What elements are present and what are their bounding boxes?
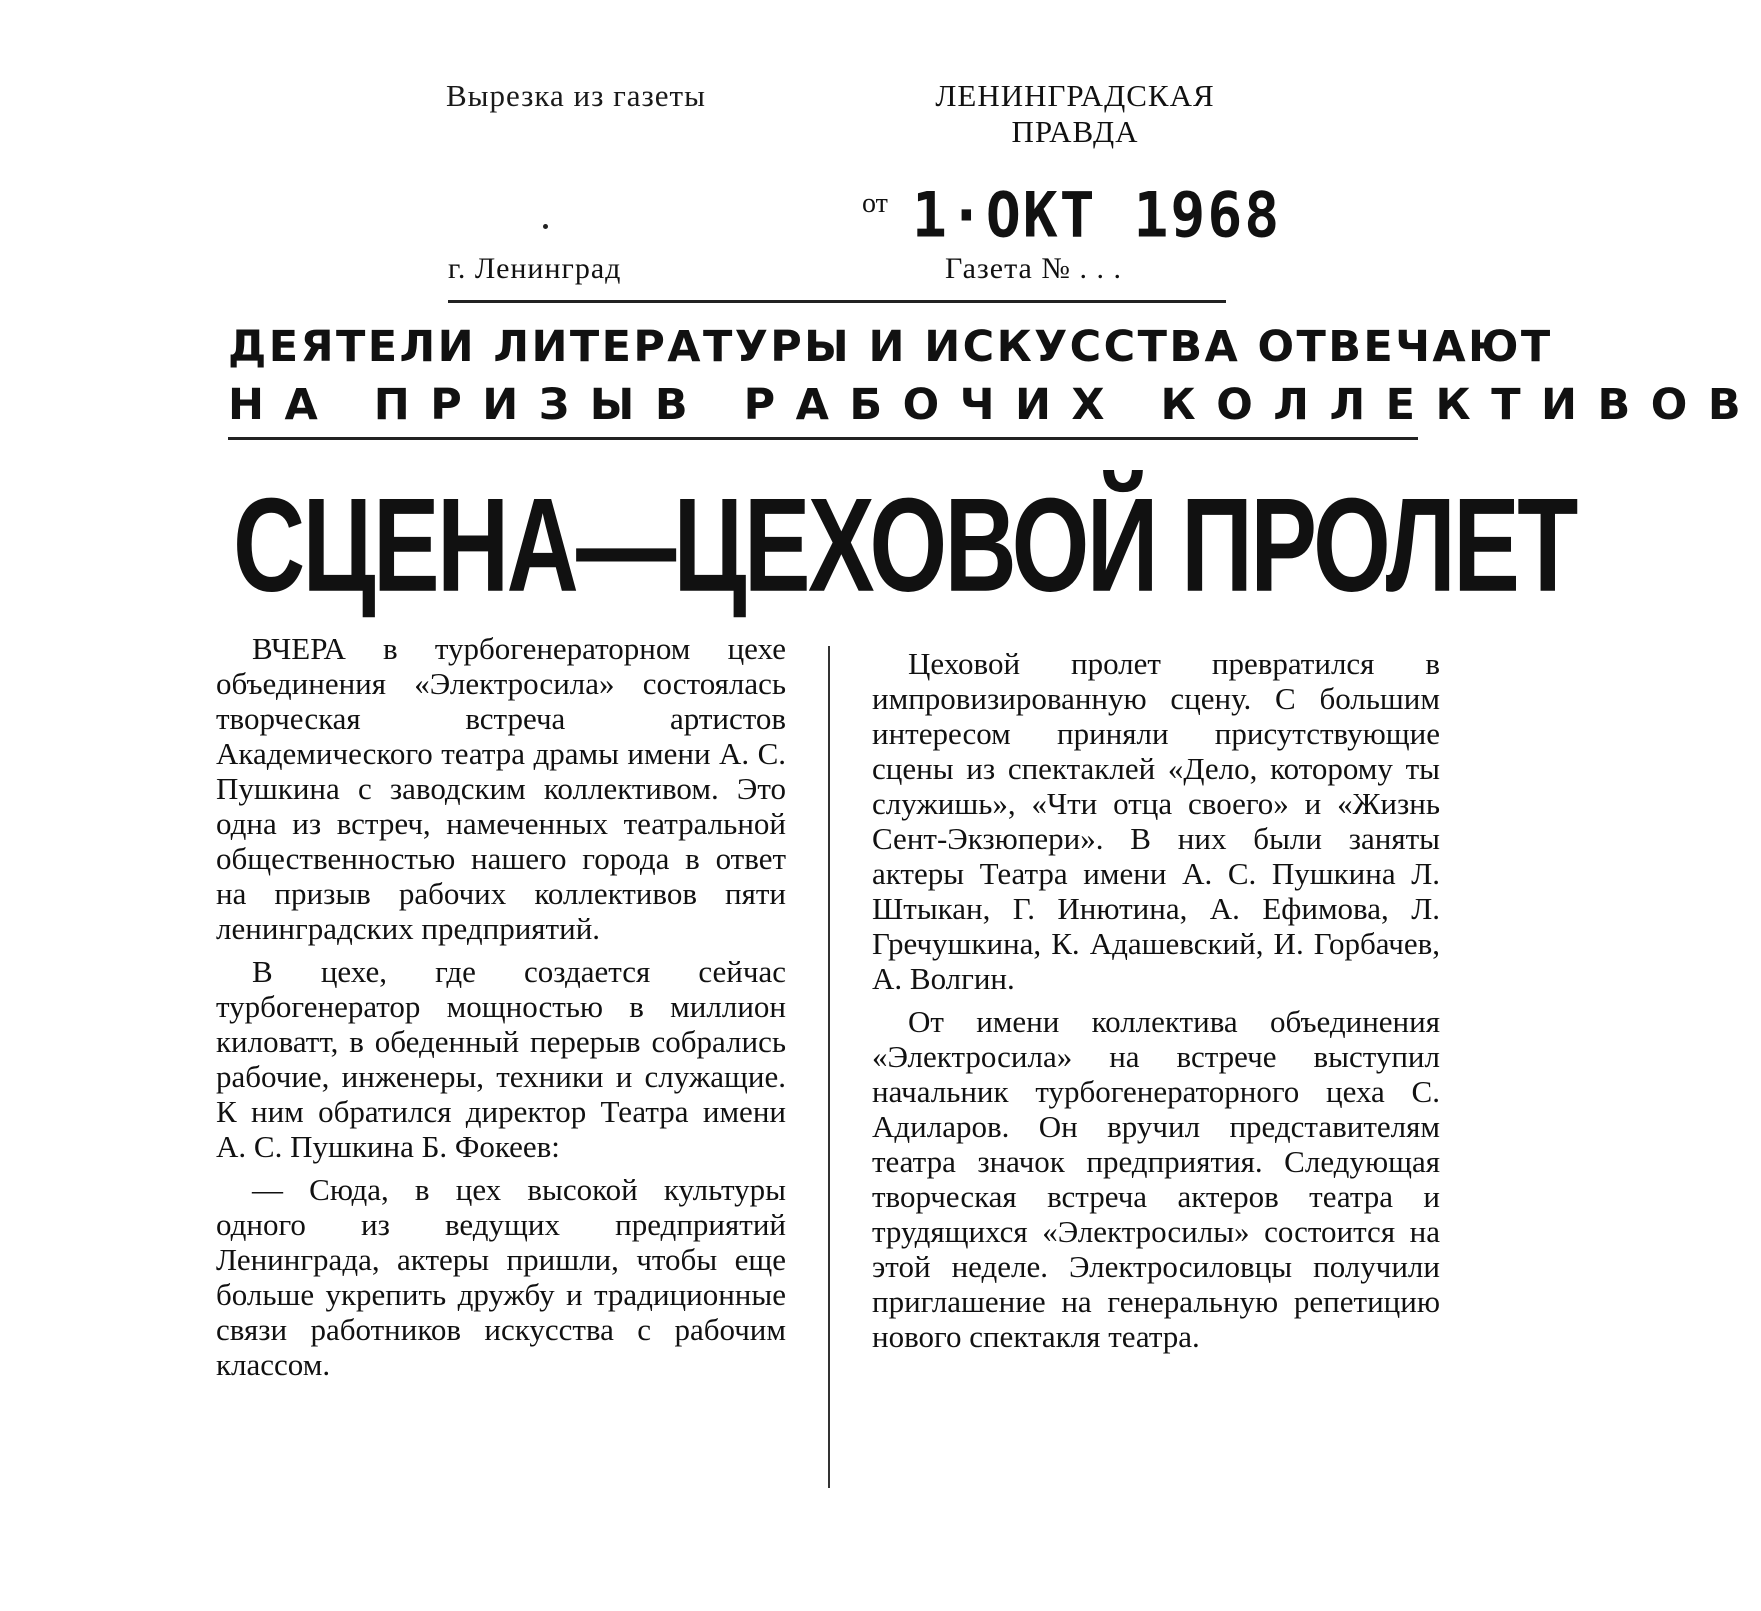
header-rule — [448, 300, 1226, 303]
clip-label: Вырезка из газеты — [446, 78, 706, 113]
newspaper-number: Газета № . . . — [945, 252, 1122, 285]
newspaper-name-line1: ЛЕНИНГРАДСКАЯ — [935, 78, 1215, 113]
ink-dot — [543, 224, 548, 229]
newspaper-name — [905, 78, 1245, 150]
paragraph: Цеховой пролет превратился в импровизированную сцену. С большим интересом приняли присутствующие сцены из спектаклей «Дело, которому ты служишь», «Чти отца своего» и «Жизнь Сент-Экзюпери». В них были заняты актеры Театра имени А. С. Пушкина Л. Штыкан, Г. Инютина, А. Ефимова, Л. Гречушкина, К. Адашевский, И. Горбачев, А. Волгин. — [872, 646, 1440, 996]
article-column-left — [216, 631, 786, 1390]
headline: СЦЕНА—ЦЕХОВОЙ ПРОЛЕТ — [233, 470, 1576, 620]
date-stamp: 1·ОКТ 1968 — [912, 178, 1282, 252]
article-column-right — [872, 646, 1440, 1362]
kicker-rule — [228, 437, 1418, 440]
kicker-line2: НА ПРИЗЫВ РАБОЧИХ КОЛЛЕКТИВОВ — [228, 380, 1761, 430]
paragraph: ВЧЕРА в турбогенераторном цехе объединения «Электросила» состоялась творческая встреча артистов Академического театра драмы имени А. С. Пушкина с заводским коллективом. Это одна из встреч, намеченных театральной общественностью нашего города в ответ на призыв рабочих коллективов пяти ленинградских предприятий. — [216, 631, 786, 946]
newspaper-name-line2: ПРАВДА — [1011, 114, 1139, 149]
kicker-line1: ДЕЯТЕЛИ ЛИТЕРАТУРЫ И ИСКУССТВА ОТВЕЧАЮТ — [228, 322, 1553, 372]
date-prefix: от — [862, 188, 888, 219]
paragraph: От имени коллектива объединения «Электросила» на встрече выступил начальник турбогенераторного цеха С. Адиларов. Он вручил представителям театра значок предприятия. Следующая творческая встреча актеров театра и трудящихся «Электросилы» состоится на этой неделе. Электросиловцы получили приглашение на генеральную репетицию нового спектакля театра. — [872, 1004, 1440, 1354]
paragraph: В цехе, где создается сейчас турбогенератор мощностью в миллион киловатт, в обеденный перерыв собрались рабочие, инженеры, техники и служащие. К ним обратился директор Театра имени А. С. Пушкина Б. Фокеев: — [216, 954, 786, 1164]
city-label: г. Ленинград — [448, 252, 622, 285]
paragraph: — Сюда, в цех высокой культуры одного из ведущих предприятий Ленинграда, актеры пришли, чтобы еще больше укрепить дружбу и традиционные связи работников искусства с рабочим классом. — [216, 1172, 786, 1382]
column-divider — [828, 646, 830, 1488]
